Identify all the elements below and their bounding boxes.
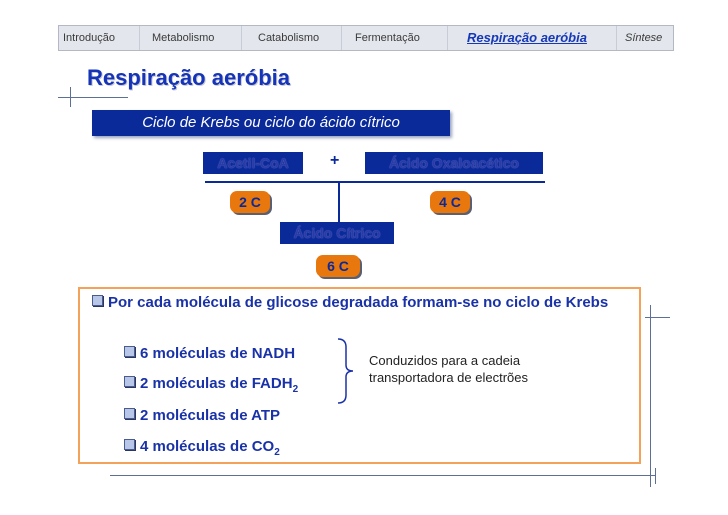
list-item-text: 6 moléculas de NADH	[140, 345, 296, 362]
bullet-icon	[124, 439, 135, 450]
acido-oxaloacetico-label: Ácido Oxaloacético	[389, 155, 519, 171]
bullet-icon	[124, 346, 135, 357]
list-item	[124, 407, 280, 424]
summary-intro-text: Por cada molécula de glicose degradada formam-se no ciclo de Krebs	[108, 294, 609, 311]
list-item	[124, 438, 280, 458]
acido-citrico-box	[280, 222, 394, 244]
frame-line-bottom	[110, 475, 655, 476]
bullet-icon	[124, 408, 135, 419]
nav-divider	[341, 26, 342, 50]
left-carbon-badge: 2 C	[230, 191, 270, 213]
bullet-icon	[92, 295, 103, 306]
list-item-subscript: 2	[292, 384, 299, 395]
acido-citrico-label: Ácido Cítrico	[293, 225, 381, 241]
bullet-icon	[124, 376, 135, 387]
right-carbon-badge: 4 C	[430, 191, 470, 213]
reaction-connector	[338, 182, 340, 222]
nav-sintese[interactable]: Síntese	[625, 32, 663, 44]
plus-sign: +	[330, 152, 340, 169]
frame-tick-bottom-right	[655, 468, 656, 484]
page-title: Respiração aeróbia	[87, 65, 290, 90]
list-item-text: 4 moléculas de CO	[140, 438, 275, 455]
nav-divider	[616, 26, 617, 50]
nav-respiracao-aerobia[interactable]: Respiração aeróbia	[467, 30, 587, 45]
list-item-subscript: 2	[274, 447, 280, 458]
frame-line-top-left	[58, 97, 128, 98]
electron-chain-note: Conduzidos para a cadeia transportadora de electrões	[369, 353, 528, 385]
nav-divider	[139, 26, 140, 50]
frame-tick-right	[645, 317, 670, 318]
top-navigation	[58, 25, 674, 51]
nav-fermentacao[interactable]: Fermentação	[355, 32, 420, 44]
list-item	[124, 375, 298, 395]
list-item-text: 2 moléculas de ATP	[140, 407, 281, 424]
acetil-coa-label: Acetil-CoA	[217, 155, 289, 171]
nav-catabolismo[interactable]: Catabolismo	[258, 32, 320, 44]
acido-oxaloacetico-box	[365, 152, 543, 174]
reaction-bar	[205, 181, 545, 183]
nav-divider	[447, 26, 448, 50]
nav-divider	[241, 26, 242, 50]
section-subtitle: Ciclo de Krebs ou ciclo do ácido cítrico	[92, 110, 450, 136]
brace-icon	[334, 337, 358, 405]
frame-tick-top-left	[70, 87, 71, 107]
frame-line-right	[650, 305, 651, 487]
summary-intro	[92, 291, 632, 315]
list-item	[124, 345, 295, 362]
nav-metabolismo[interactable]: Metabolismo	[152, 32, 215, 44]
acetil-coa-box	[203, 152, 303, 174]
nav-introducao[interactable]: Introdução	[63, 32, 115, 44]
list-item-text: 2 moléculas de FADH	[140, 375, 293, 392]
product-carbon-badge: 6 C	[316, 255, 360, 277]
